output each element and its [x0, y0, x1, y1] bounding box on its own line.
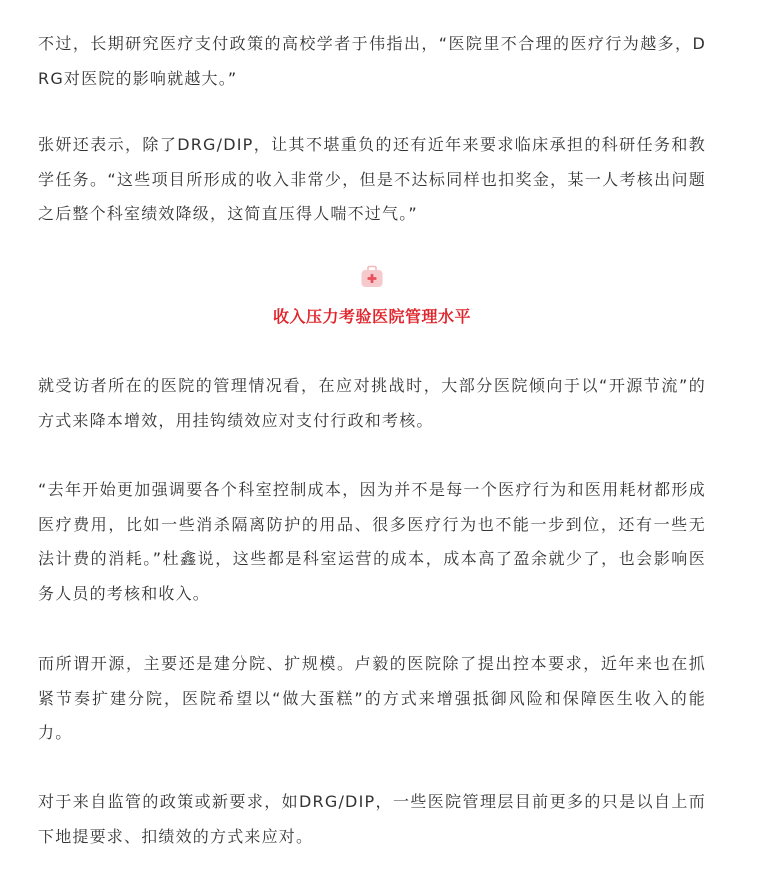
- paragraph-du-xin-quote: “去年开始更加强调要各个科室控制成本，因为并不是每一个医疗行为和医用耗材都形成医疗费用，比如一些消杀隔离防护的用品、很多医疗行为也不能一步到位，还有一些无法计费的消耗。”杜鑫说，这些都是科室运营的成本，成本高了盈余就少了，也会影响医务人员的考核和收入。: [38, 480, 706, 603]
- first-aid-kit-icon: [359, 264, 385, 290]
- paragraph-management-response: 对于来自监管的政策或新要求，如DRG/DIP，一些医院管理层目前更多的只是以自上而下地提要求、扣绩效的方式来应对。: [38, 792, 706, 846]
- section-heading: 收入压力考验医院管理水平: [272, 307, 471, 326]
- paragraph-yu-wei-quote: 不过，长期研究医疗支付政策的高校学者于伟指出，“医院里不合理的医疗行为越多，DRG对医院的影响就越大。”: [38, 34, 706, 88]
- paragraph-lu-yi-expansion: 而所谓开源，主要还是建分院、扩规模。卢毅的医院除了提出控本要求，近年来也在抓紧节奏扩建分院，医院希望以“做大蛋糕”的方式来增强抵御风险和保障医生收入的能力。: [38, 654, 706, 742]
- section-divider: [38, 264, 706, 294]
- paragraph-zhang-yan-quote: 张妍还表示，除了DRG/DIP，让其不堪重负的还有近年来要求临床承担的科研任务和教学任务。“这些项目所形成的收入非常少，但是不达标同样也扣奖金，某一人考核出问题之后整个科室绩效降级，这简直压得人喘不过气。”: [38, 135, 706, 223]
- paragraph-open-source-reduce-cost: 就受访者所在的医院的管理情况看，在应对挑战时，大部分医院倾向于以“开源节流”的方式来降本增效，用挂钩绩效应对支付行政和考核。: [38, 376, 706, 430]
